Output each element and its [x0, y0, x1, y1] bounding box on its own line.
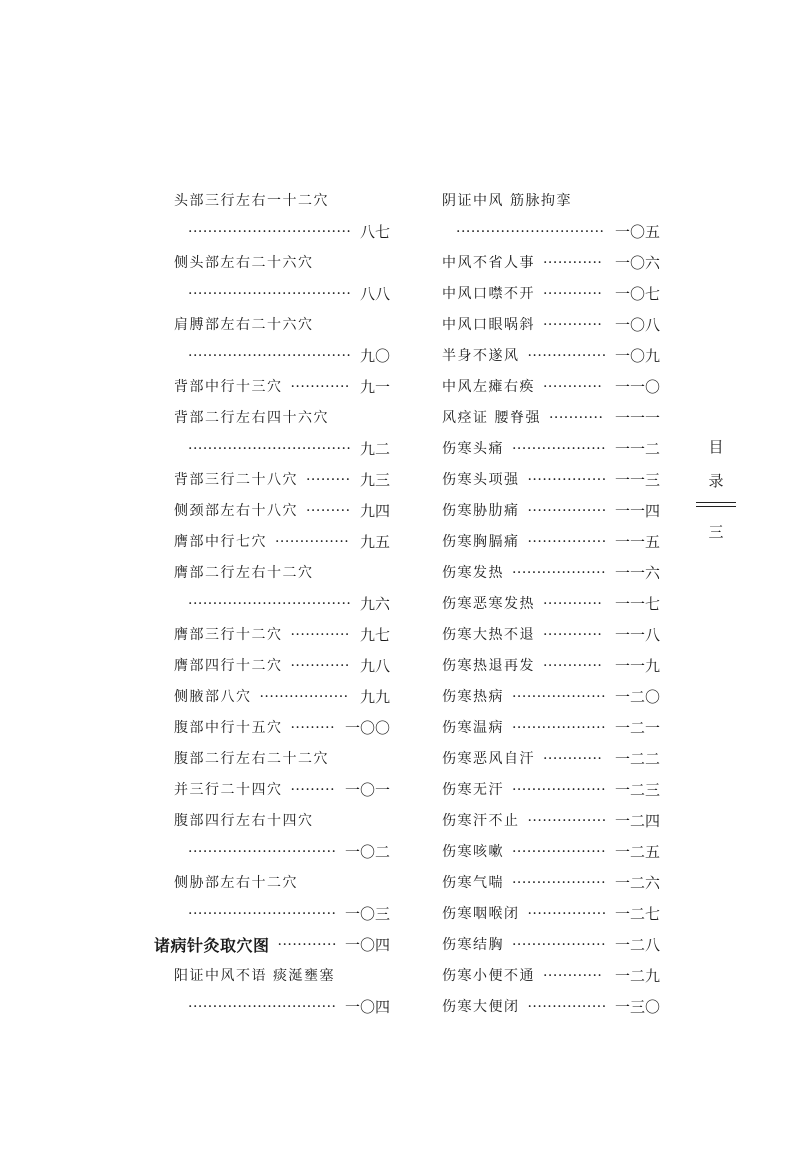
toc-entry: [150, 682, 390, 713]
toc-leader-dots: ·········: [305, 503, 351, 519]
toc-entry-title: 背部三行二十八穴: [174, 472, 298, 488]
toc-leader-dots: ·································: [188, 224, 352, 240]
toc-entry: [150, 837, 390, 868]
toc-entry-title: 阳证中风不语 痰涎壅塞: [174, 968, 335, 984]
toc-entry-title: 伤寒气喘: [442, 875, 504, 891]
toc-entry: [150, 434, 390, 465]
toc-entry-title: 伤寒小便不通: [442, 968, 535, 984]
toc-leader-dots: ···········: [548, 410, 604, 426]
section-tab-char: 目: [708, 438, 724, 456]
toc-entry: [440, 713, 660, 744]
toc-leader-dots: ················: [527, 906, 607, 922]
toc-leader-dots: ············: [542, 658, 603, 674]
toc-entry: [440, 310, 660, 341]
toc-entry-title: 伤寒热退再发: [442, 658, 535, 674]
toc-entry-title: 膺部四行十二穴: [174, 658, 283, 674]
toc-entry-page: 一二三: [614, 781, 660, 799]
toc-entry: [150, 775, 390, 806]
toc-entry-page: 一〇三: [344, 905, 390, 923]
toc-entry: [150, 899, 390, 930]
toc-entry-title: 腹部中行十五穴: [174, 720, 283, 736]
toc-entry: [440, 279, 660, 310]
toc-entry: [440, 961, 660, 992]
toc-entry: [150, 558, 390, 589]
toc-leader-dots: ······························: [188, 999, 337, 1015]
toc-entry: [440, 186, 660, 217]
toc-entry: [440, 806, 660, 837]
toc-leader-dots: ·································: [188, 286, 352, 302]
toc-entry: [150, 372, 390, 403]
toc-entry-title: 半身不遂风: [442, 348, 520, 364]
toc-entry: [150, 868, 390, 899]
toc-entry-title: 侧颈部左右十八穴: [174, 503, 298, 519]
toc-leader-dots: ······························: [188, 844, 337, 860]
toc-entry: [150, 496, 390, 527]
toc-leader-dots: ············: [542, 627, 603, 643]
toc-entry-page: 一〇二: [344, 843, 390, 861]
toc-entry-page: 九七: [359, 626, 390, 644]
toc-leader-dots: ·································: [188, 348, 352, 364]
toc-entry-page: 一〇一: [344, 781, 390, 799]
toc-entry-page: 一〇〇: [344, 719, 390, 737]
toc-leader-dots: ············: [542, 317, 603, 333]
toc-entry: [150, 713, 390, 744]
toc-entry: [150, 279, 390, 310]
toc-entry-page: 一一二: [614, 440, 660, 458]
toc-entry: [440, 868, 660, 899]
toc-entry: [150, 651, 390, 682]
toc-entry-title: 伤寒汗不止: [442, 813, 520, 829]
toc-entry-page: 一二四: [614, 812, 660, 830]
toc-leader-dots: ················: [527, 999, 607, 1015]
toc-entry: [150, 465, 390, 496]
toc-entry-page: 九一: [359, 378, 390, 396]
toc-entry-page: 九三: [359, 471, 390, 489]
toc-entry-title: 伤寒胁肋痛: [442, 503, 520, 519]
toc-right-column: [440, 186, 660, 1023]
toc-entry-title: 伤寒温病: [442, 720, 504, 736]
toc-entry-title: 伤寒恶风自汗: [442, 751, 535, 767]
toc-entry-title: 并三行二十四穴: [174, 782, 283, 798]
toc-leader-dots: ···················: [511, 937, 607, 953]
toc-entry-page: 一〇七: [614, 285, 660, 303]
toc-entry: [440, 403, 660, 434]
toc-entry-title: 伤寒头痛: [442, 441, 504, 457]
toc-entry-title: 伤寒恶寒发热: [442, 596, 535, 612]
toc-entry-title: 头部三行左右一十二穴: [174, 193, 329, 209]
toc-entry-page: 一一三: [614, 471, 660, 489]
toc-entry-page: 一一九: [614, 657, 660, 675]
toc-entry-page: 一一八: [614, 626, 660, 644]
toc-entry-title: 侧胁部左右十二穴: [174, 875, 298, 891]
toc-leader-dots: ···················: [511, 844, 607, 860]
toc-leader-dots: ················: [527, 472, 607, 488]
toc-entry-page: 九八: [359, 657, 390, 675]
toc-entry-page: 一〇八: [614, 316, 660, 334]
toc-entry-page: 一二八: [614, 936, 660, 954]
toc-entry-title: 腹部四行左右十四穴: [174, 813, 314, 829]
toc-entry-page: 一〇五: [614, 223, 660, 241]
toc-leader-dots: ·································: [188, 441, 352, 457]
toc-entry-page: 八八: [359, 285, 390, 303]
toc-entry-page: 一二九: [614, 967, 660, 985]
toc-entry: [150, 341, 390, 372]
toc-entry-page: 一二六: [614, 874, 660, 892]
toc-entry-page: 一三〇: [614, 998, 660, 1016]
toc-entry-page: 一〇四: [344, 936, 390, 954]
toc-leader-dots: ············: [290, 658, 350, 674]
toc-leader-dots: ················: [527, 534, 607, 550]
toc-leader-dots: ············: [542, 751, 603, 767]
toc-leader-dots: ················: [527, 348, 607, 364]
toc-entry-page: 九二: [359, 440, 390, 458]
section-tab: [696, 430, 736, 549]
toc-entry-page: 九五: [359, 533, 390, 551]
toc-entry-page: 一一五: [614, 533, 660, 551]
toc-entry-page: 一〇四: [344, 998, 390, 1016]
toc-entry-title: 膺部中行七穴: [174, 534, 267, 550]
toc-entry-title: 伤寒大热不退: [442, 627, 535, 643]
toc-leader-dots: ···················: [511, 689, 607, 705]
toc-leader-dots: ············: [290, 379, 350, 395]
toc-entry: [440, 682, 660, 713]
toc-entry: [440, 372, 660, 403]
toc-entry: [440, 496, 660, 527]
toc-entry-title: 风痉证 腰脊强: [442, 410, 541, 426]
toc-entry-title: 诸病针灸取穴图: [154, 936, 270, 955]
toc-entry: [150, 310, 390, 341]
toc-entry: [440, 651, 660, 682]
toc-entry: [440, 558, 660, 589]
toc-leader-dots: ············: [277, 937, 337, 953]
toc-leader-dots: ·········: [290, 782, 336, 798]
toc-entry-title: 伤寒咽喉闭: [442, 906, 520, 922]
toc-entry: [150, 992, 390, 1023]
toc-entry: [440, 837, 660, 868]
toc-left-column: [150, 186, 390, 1023]
toc-entry-page: 一一四: [614, 502, 660, 520]
toc-entry: [150, 744, 390, 775]
toc-entry-title: 肩膊部左右二十六穴: [174, 317, 314, 333]
toc-entry-page: 一一一: [614, 409, 660, 427]
toc-entry-page: 一二二: [614, 750, 660, 768]
toc-entry: [150, 186, 390, 217]
toc-entry: [150, 248, 390, 279]
toc-leader-dots: ···················: [511, 565, 607, 581]
toc-entry: [150, 961, 390, 992]
toc-entry: [440, 744, 660, 775]
toc-leader-dots: ············: [542, 286, 603, 302]
toc-entry-title: 伤寒咳嗽: [442, 844, 504, 860]
toc-leader-dots: ···················: [511, 441, 607, 457]
toc-entry: [150, 589, 390, 620]
page-number: 三: [708, 523, 724, 541]
toc-entry: [440, 589, 660, 620]
toc-leader-dots: ············: [542, 379, 603, 395]
toc-entry-title: 背部中行十三穴: [174, 379, 283, 395]
toc-entry-page: 一一〇: [614, 378, 660, 396]
toc-entry-page: 八七: [359, 223, 390, 241]
toc-entry: [150, 217, 390, 248]
toc-entry-page: 九四: [359, 502, 390, 520]
toc-leader-dots: ·································: [188, 596, 352, 612]
toc-entry-title: 腹部二行左右二十二穴: [174, 751, 329, 767]
toc-entry-title: 伤寒无汗: [442, 782, 504, 798]
toc-entry-page: 一二一: [614, 719, 660, 737]
toc-entry-page: 一二〇: [614, 688, 660, 706]
toc-entry: [440, 899, 660, 930]
toc-entry: [440, 620, 660, 651]
toc-entry: [440, 465, 660, 496]
toc-entry-title: 中风不省人事: [442, 255, 535, 271]
toc-entry-title: 中风左瘫右痪: [442, 379, 535, 395]
toc-entry-title: 侧头部左右二十六穴: [174, 255, 314, 271]
toc-leader-dots: ···················: [511, 782, 607, 798]
toc-entry: [150, 527, 390, 558]
toc-entry-title: 背部二行左右四十六穴: [174, 410, 329, 426]
section-tab-char: 录: [708, 472, 724, 490]
toc-entry-page: 一一七: [614, 595, 660, 613]
section-tab-rule: [696, 502, 736, 507]
toc-leader-dots: ···················: [511, 720, 607, 736]
toc-entry: [440, 341, 660, 372]
toc-entry-title: 膺部二行左右十二穴: [174, 565, 314, 581]
toc-entry-title: 伤寒胸膈痛: [442, 534, 520, 550]
toc-entry-title: 伤寒热病: [442, 689, 504, 705]
toc-entry-title: 伤寒发热: [442, 565, 504, 581]
toc-entry-title: 伤寒大便闭: [442, 999, 520, 1015]
toc-entry: [150, 930, 390, 961]
toc-leader-dots: ··················: [259, 689, 349, 705]
toc-entry: [440, 527, 660, 558]
toc-entry-title: 中风口噤不开: [442, 286, 535, 302]
toc-leader-dots: ················: [527, 813, 607, 829]
toc-entry: [440, 434, 660, 465]
toc-entry: [440, 930, 660, 961]
toc-entry-page: 一〇九: [614, 347, 660, 365]
toc-leader-dots: ············: [290, 627, 350, 643]
toc-leader-dots: ······························: [456, 224, 605, 240]
toc-leader-dots: ················: [527, 503, 607, 519]
toc-entry-title: 伤寒头项强: [442, 472, 520, 488]
toc-leader-dots: ···············: [274, 534, 350, 550]
toc-entry: [440, 992, 660, 1023]
toc-entry-title: 伤寒结胸: [442, 937, 504, 953]
toc-leader-dots: ············: [542, 255, 603, 271]
toc-leader-dots: ············: [542, 968, 603, 984]
toc-leader-dots: ·········: [290, 720, 336, 736]
toc-entry-page: 一二七: [614, 905, 660, 923]
toc-leader-dots: ·········: [305, 472, 351, 488]
toc-entry-title: 侧腋部八穴: [174, 689, 252, 705]
toc-entry: [440, 248, 660, 279]
toc-entry-page: 九九: [359, 688, 390, 706]
toc-entry: [440, 775, 660, 806]
toc-entry-page: 一一六: [614, 564, 660, 582]
toc-entry-page: 九〇: [359, 347, 390, 365]
toc-entry: [440, 217, 660, 248]
toc-entry: [150, 806, 390, 837]
toc-entry-title: 中风口眼㖞斜: [442, 317, 535, 333]
toc-entry-page: 一二五: [614, 843, 660, 861]
toc-entry: [150, 620, 390, 651]
toc-entry-title: 阴证中风 筋脉拘挛: [442, 193, 572, 209]
toc-entry-title: 膺部三行十二穴: [174, 627, 283, 643]
toc-leader-dots: ············: [542, 596, 603, 612]
toc-leader-dots: ···················: [511, 875, 607, 891]
toc-leader-dots: ······························: [188, 906, 337, 922]
toc-entry-page: 一〇六: [614, 254, 660, 272]
toc-entry: [150, 403, 390, 434]
toc-entry-page: 九六: [359, 595, 390, 613]
